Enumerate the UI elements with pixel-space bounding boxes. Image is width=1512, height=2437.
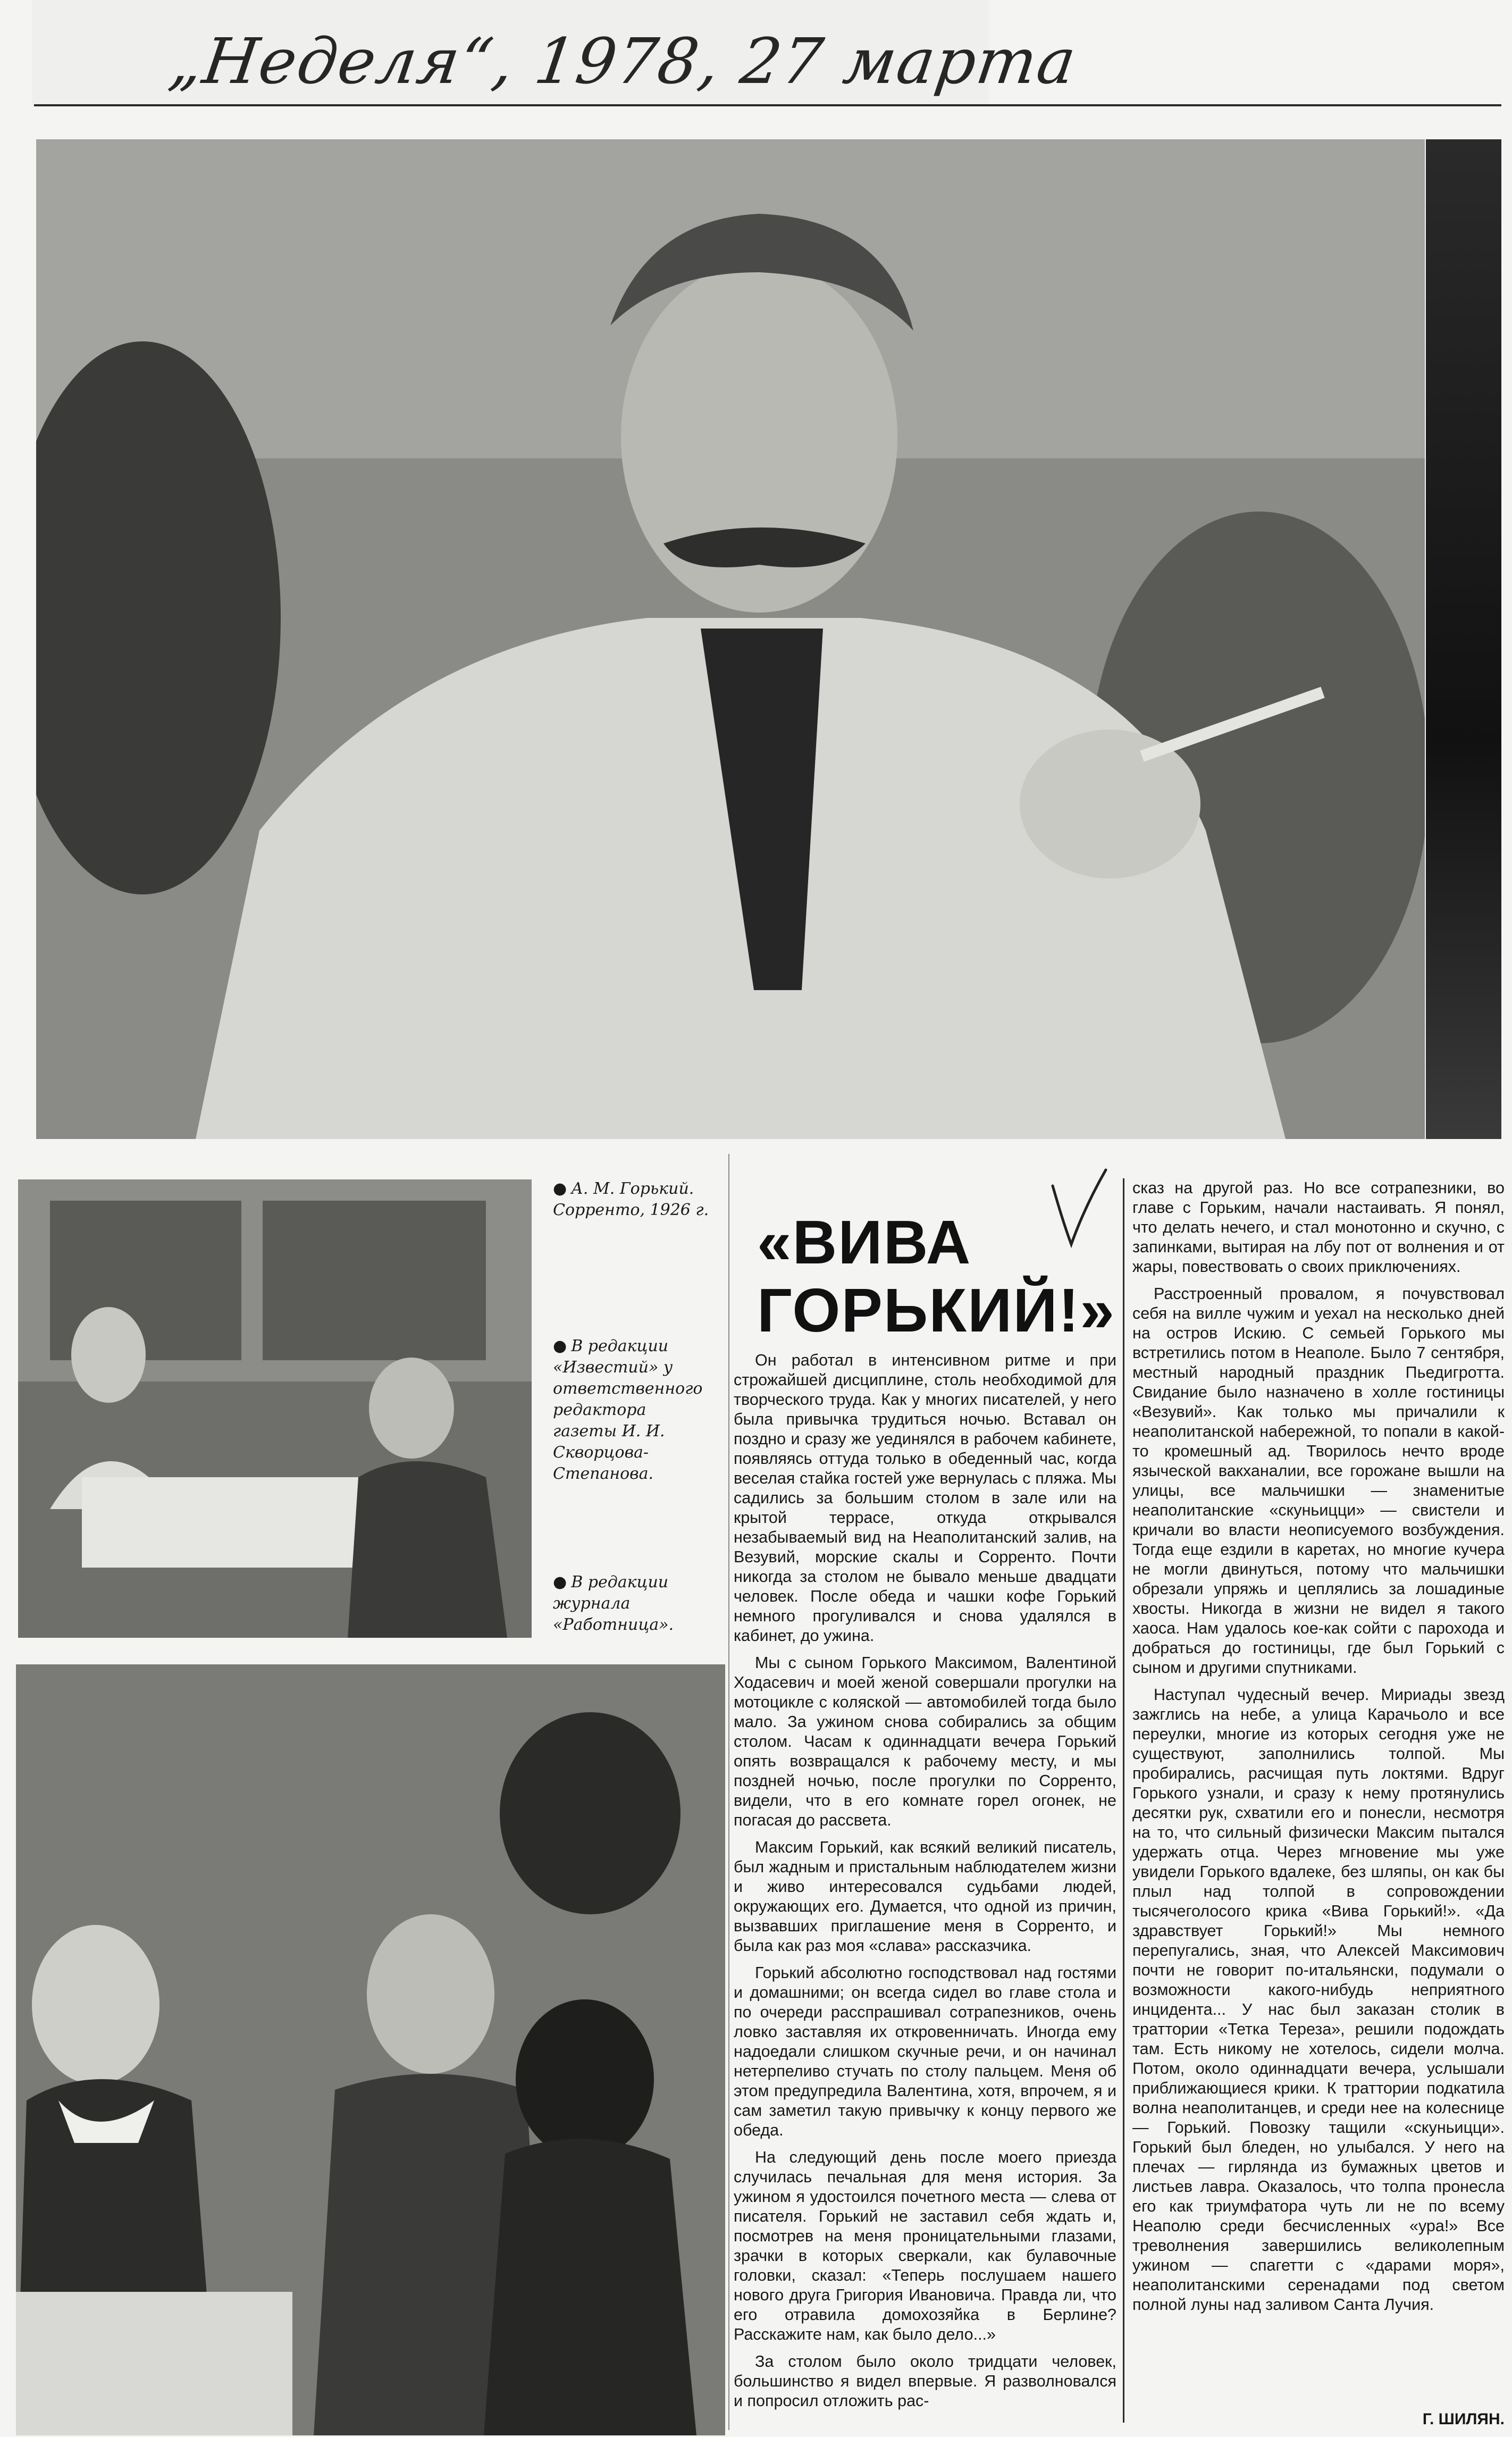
article-paragraph: сказ на другой раз. Но все сотрапезники, во главе с Горьким, начали настаивать. Я понял, что делать нечего, и стал монотонно и скучно, с запинками, вытирая на лбу пот от волнения и от жары, повествовать о своих приключениях.: [1132, 1179, 1505, 1276]
caption-main-text: А. М. Горький. Сорренто, 1926 г.: [553, 1179, 709, 1219]
caption-rabotnitsa-photo: [553, 1572, 712, 1636]
bullet-icon: ●: [553, 1179, 567, 1198]
article-paragraph: За столом было около тридцати человек, большинство я видел впервые. Я разволновался и попросил отложить рас-: [734, 2352, 1116, 2410]
article-column-left: [734, 1351, 1116, 2425]
article-paragraph: Горький абсолютно господствовал над гостями и домашними; он всегда сидел во главе стола и по очереди расспрашивал сотрапезников, очень ловко заставляя их откровенничать. Иногда ему надоедали слишком скучные речи, и он начинал нетерпеливо стучать по столу пальцем. Меня об этом предупредила Валентина, хотя, впрочем, я и сам заметил такую привычку к концу первого же обеда.: [734, 1964, 1116, 2139]
article-headline: [757, 1208, 1115, 1345]
handwritten-checkmark-icon: [1047, 1165, 1111, 1250]
adjacent-photo-edge: [1426, 139, 1501, 1139]
headline-line-1: «ВИВА: [757, 1208, 972, 1277]
izvestia-office-illustration: [18, 1179, 532, 1638]
caption-izvestia-photo: [553, 1336, 712, 1485]
column-divider: [1123, 1178, 1124, 2423]
article-paragraph: На следующий день после моего приезда случилась печальная для меня история. За ужином я удостоился почетного места — слева от писателя. Горький не заставил себя ждать и, посмотрев на меня проницательными глазами, зрачки в которых сверкали, как булавочные головки, сказал: «Теперь послушаем нашего нового друга Григория Ивановича. Правда ли, что его отравила домохозяйка в Берлине? Расскажите нам, как было дело...»: [734, 2148, 1116, 2343]
editorial-office-photo-rabotnitsa: [16, 1664, 725, 2435]
article-column-right: [1132, 1178, 1505, 2407]
article-paragraph: Мы с сыном Горького Максимом, Валентиной Ходасевич и моей женой совершали прогулки на мотоцикле с коляской — автомобилей тогда было мало. За ужином снова собирались за общим столом. Часам к одиннадцати вечера Горький опять возвращался к рабочему месту, и мы поздней ночью, после прогулки по Сорренто, видели, что в его комнате горел огонек, не погасая до рассвета.: [734, 1654, 1116, 1829]
article-paragraph: Максим Горький, как всякий великий писатель, был жадным и пристальным наблюдателем жизни и живо интересовался судьбами людей, окружающих его. Думается, что одной из причин, вызвавших приглашение меня в Сорренто, и была как раз моя «слава» рассказчика.: [734, 1838, 1116, 1955]
photo-column-rule: [728, 1154, 729, 2430]
article-paragraph: Он работал в интенсивном ритме и при строжайшей дисциплине, столь необходимой для творческого труда. Как у многих писателей, у него была привычка трудиться ночью. Вставал он поздно и сразу же уединялся в рабочем кабинете, появляясь оттуда только в обеденный час, когда веселая стайка гостей уже вернулась с пляжа. Мы садились за большим столом в зале или на крытой террасе, откуда открывался незабываемый вид на Неаполитанский залив, на Везувий, морские скалы и Сорренто. Почти никогда за столом не бывало меньше двадцати человек. После обеда и чашки кофе Горький немного прогуливался и снова удалялся в кабинет, до ужина.: [734, 1351, 1116, 1645]
main-portrait-photo: [36, 139, 1425, 1139]
handwritten-header-note: „Неделя“, 1978, 27 марта: [165, 24, 1081, 98]
caption-rabotnitsa-text: В редакции журнала «Работница».: [553, 1573, 674, 1634]
editorial-office-photo-izvestia: [18, 1179, 532, 1638]
bullet-icon: ●: [553, 1573, 567, 1592]
bullet-icon: ●: [553, 1337, 567, 1355]
rabotnitsa-office-illustration: [16, 1664, 725, 2435]
article-paragraph: Расстроенный провалом, я почувствовал себя на вилле чужим и уехал на несколько дней на остров Искию. С семьей Горького мы встретились потом в Неаполе. Было 7 сентября, местный народный праздник Пьедигротта. Свидание было назначено в холле гостиницы «Везувий». Как только мы причалили к неаполитанской набережной, то попали в какой-то кромешный ад. Творилось нечто вроде языческой вакханалии, все горожане вышли на улицы, все мальчишки — знаменитые неаполитанские «скуньицци» — свистели и кричали во власти неописуемого возбуждения. Тогда еще ездили в каретах, но многие кучера не могли двинуться, потому что мальчишки обрезали упряжь и цеплялись за лошадиные хвосты. Никогда в жизни не видел я такого хаоса. Нам удалось кое-как сойти с парохода и добраться до гостиницы, где был Горький с сыном и другими спутниками.: [1132, 1285, 1505, 1677]
article-paragraph: Наступал чудесный вечер. Мириады звезд зажглись на небе, а улица Карачьоло и все переулки, многие из которых сегодня уже не существуют, заполнились толпой. Мы пробирались, расчищая путь локтями. Вдруг Горького узнали, и сразу к нему протянулись десятки рук, схватили его и понесли, несмотря на то, что сильный физически Максим пытался удержать отца. Через мгновение мы уже увидели Горького вдалеке, без шляпы, он как бы плыл над толпой в сопровождении тысячеголосого крика «Вива Горький!». «Да здравствует Горький!» Мы немного перепугались, зная, что Алексей Максимович почти не говорит по-итальянски, подумали о возможности какого-нибудь неприятного инцидента... У нас был заказан столик в траттории «Тетка Тереза», решили подождать там. Есть никому не хотелось, сидели молча. Потом, около одиннадцати вечера, услышали приближающиеся крики. К траттории подкатила волна неаполитанцев, и среди нее на колеснице — Горький. Повозку тащили «скуньицци». Горький был бледен, но улыбался. У него на плечах — гирлянда из бумажных цветов и листьев лавра. Оказалось, что толпа пронесла его как триумфатора чуть ли не по всему Неаполю среди бесчисленных «ура!» Все треволнения завершились великолепным ужином — спагетти с «дарами моря», неаполитанскими серенадами под светом полной луны над заливом Санта Лучия.: [1132, 1686, 1505, 2314]
article-author: Г. ШИЛЯН.: [1422, 2410, 1505, 2428]
headline-line-2: ГОРЬКИЙ!»: [757, 1276, 1115, 1345]
caption-main-photo: [553, 1178, 712, 1221]
portrait-illustration: [36, 139, 1425, 1139]
caption-izvestia-text: В редакции «Известий» у ответственного редактора газеты И. И. Скворцова-Степанова.: [553, 1337, 703, 1483]
header-rule: [34, 104, 1501, 106]
